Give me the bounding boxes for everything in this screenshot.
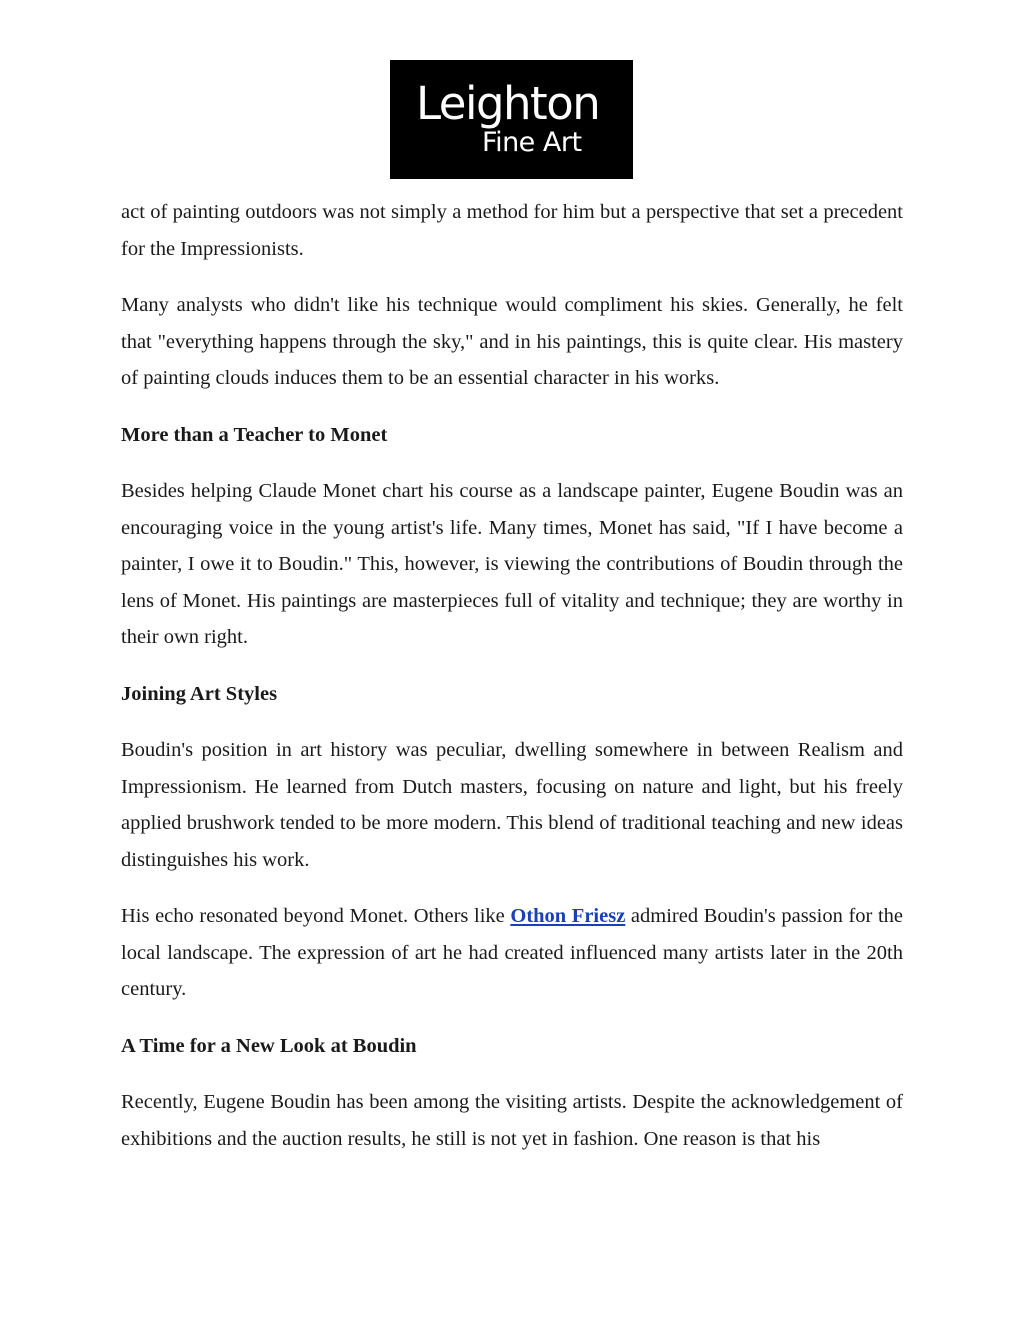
- paragraph-plein-air: act of painting outdoors was not simply a method for him but a perspective that set a precedent for the Impressionists.: [121, 201, 903, 260]
- paragraph-influence: [121, 898, 903, 1008]
- heading-new-look-at-boudin: A Time for a New Look at Boudin: [121, 1034, 417, 1057]
- othon-friesz-link[interactable]: Othon Friesz: [510, 905, 626, 927]
- article-body: [121, 194, 903, 1157]
- paragraph-realism-impressionism: Boudin's position in art history was peculiar, dwelling somewhere in between Realism and Impressionism. He learned from Dutch masters, focusing on nature and light, but his freely applied brushwork tended to be more modern. This blend of traditional teaching and new ideas distinguishes his work.: [121, 739, 903, 871]
- leighton-fine-art-logo: [390, 60, 633, 179]
- paragraph-monet: Besides helping Claude Monet chart his course as a landscape painter, Eugene Boudin was an encouraging voice in the young artist's life. Many times, Monet has said, "If I have become a painter, I owe it to Boudin." This, however, is viewing the contributions of Boudin through the lens of Monet. His paintings are masterpieces full of vitality and technique; they are worthy in their own right.: [121, 480, 903, 648]
- paragraph-recently: Recently, Eugene Boudin has been among the visiting artists. Despite the acknowledgement of exhibitions and the auction results, he still is not yet in fashion. One reason is that his: [121, 1091, 903, 1150]
- heading-joining-art-styles: Joining Art Styles: [121, 682, 278, 705]
- paragraph-skies: Many analysts who didn't like his technique would compliment his skies. Generally, he felt that "everything happens through the sky," and in his paintings, this is quite clear. His mastery of painting clouds induces them to be an essential character in his works.: [121, 294, 903, 389]
- logo-wordmark-line1: Leighton: [416, 77, 600, 130]
- logo-wordmark-line2: Fine Art: [482, 127, 582, 158]
- paragraph-influence-end: admired Boudin's passion for the local landscape. The expression of art he had created influenced many artists later in the 20th century.: [121, 905, 904, 1000]
- paragraph-influence-start: His echo resonated beyond Monet. Others like: [121, 905, 511, 927]
- heading-teacher-to-monet: More than a Teacher to Monet: [121, 423, 388, 446]
